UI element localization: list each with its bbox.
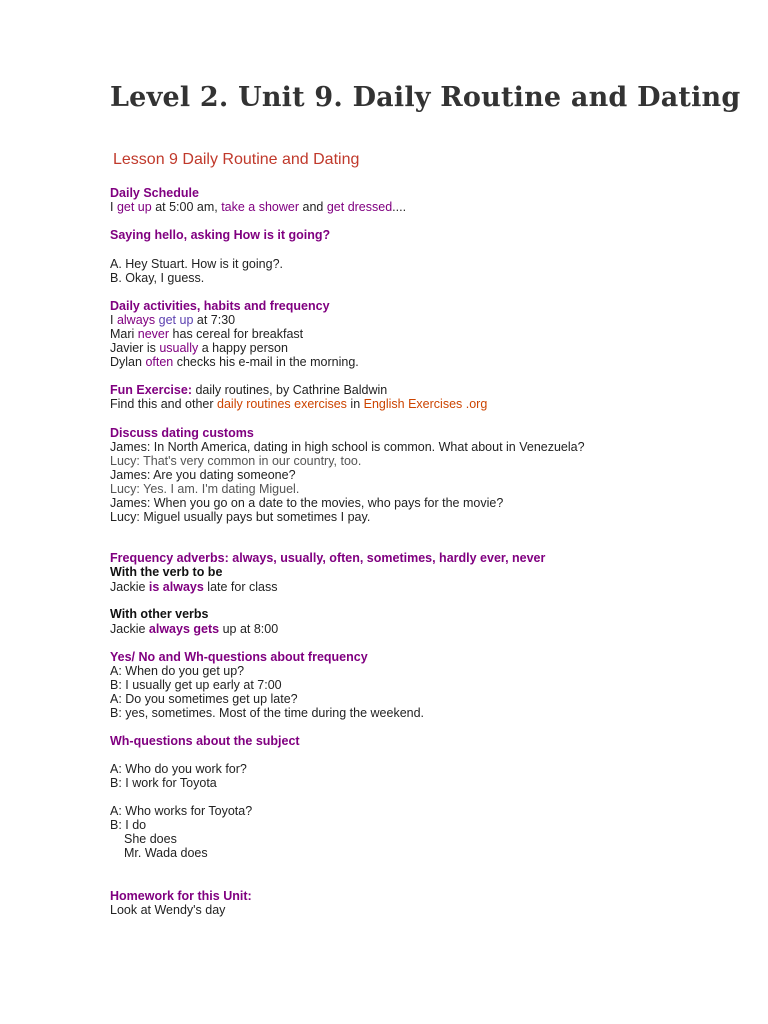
section-heading-yes-no-questions: Yes/ No and Wh-questions about frequency	[110, 650, 368, 664]
example-line: I always get up at 7:30	[110, 313, 236, 327]
lesson-subtitle: Lesson 9 Daily Routine and Dating	[113, 151, 360, 168]
dialogue-line: A: Who do you work for?	[110, 762, 247, 776]
section-heading-dating-customs: Discuss dating customs	[110, 426, 254, 440]
section-heading-homework: Homework for this Unit:	[110, 889, 252, 903]
schedule-line: I get up at 5:00 am, take a shower and get dressed....	[110, 200, 407, 214]
dialogue-line: A. Hey Stuart. How is it going?.	[110, 257, 283, 271]
dialogue-line: A: Do you sometimes get up late?	[110, 692, 298, 706]
page-title: Level 2. Unit 9. Daily Routine and Dating	[110, 82, 741, 113]
example-line: Jackie is always late for class	[110, 580, 278, 594]
dialogue-line: A: Who works for Toyota?	[110, 804, 253, 818]
section-heading-frequency-adverbs: Frequency adverbs: always, usually, often, sometimes, hardly ever, never	[110, 551, 546, 565]
example-line: Dylan often checks his e-mail in the morning.	[110, 355, 359, 369]
subheading-verb-to-be: With the verb to be	[110, 565, 223, 579]
find-exercises-line: Find this and other daily routines exercises in English Exercises .org	[110, 397, 488, 411]
english-exercises-link[interactable]: English Exercises .org	[363, 397, 488, 411]
dialogue-line: A: When do you get up?	[110, 664, 245, 678]
dialogue-line: B: I work for Toyota	[110, 776, 217, 790]
daily-routines-exercises-link[interactable]: daily routines exercises	[217, 397, 347, 411]
section-heading-saying-hello: Saying hello, asking How is it going?	[110, 228, 331, 242]
dialogue-line: B: yes, sometimes. Most of the time during the weekend.	[110, 706, 425, 720]
subheading-other-verbs: With other verbs	[110, 607, 209, 621]
dialogue-line: B: I usually get up early at 7:00	[110, 678, 282, 692]
fun-exercise-line: Fun Exercise: daily routines, by Cathrine Baldwin	[110, 383, 388, 397]
example-line: Javier is usually a happy person	[110, 341, 288, 355]
section-heading-daily-activities: Daily activities, habits and frequency	[110, 299, 330, 313]
homework-line: Look at Wendy's day	[110, 903, 226, 917]
dialogue-line: Lucy: That's very common in our country, too.	[110, 454, 362, 468]
example-line: Mari never has cereal for breakfast	[110, 327, 304, 341]
dialogue-line: Mr. Wada does	[124, 846, 208, 860]
dialogue-line: James: When you go on a date to the movies, who pays for the movie?	[110, 496, 504, 510]
dialogue-line: B. Okay, I guess.	[110, 271, 205, 285]
section-heading-daily-schedule: Daily Schedule	[110, 186, 199, 200]
dialogue-line: James: In North America, dating in high school is common. What about in Venezuela?	[110, 440, 585, 454]
dialogue-line: Lucy: Yes. I am. I'm dating Miguel.	[110, 482, 300, 496]
dialogue-line: Lucy: Miguel usually pays but sometimes I pay.	[110, 510, 371, 524]
example-line: Jackie always gets up at 8:00	[110, 622, 279, 636]
dialogue-line: She does	[124, 832, 177, 846]
dialogue-line: James: Are you dating someone?	[110, 468, 296, 482]
section-heading-wh-questions: Wh-questions about the subject	[110, 734, 300, 748]
dialogue-line: B: I do	[110, 818, 147, 832]
